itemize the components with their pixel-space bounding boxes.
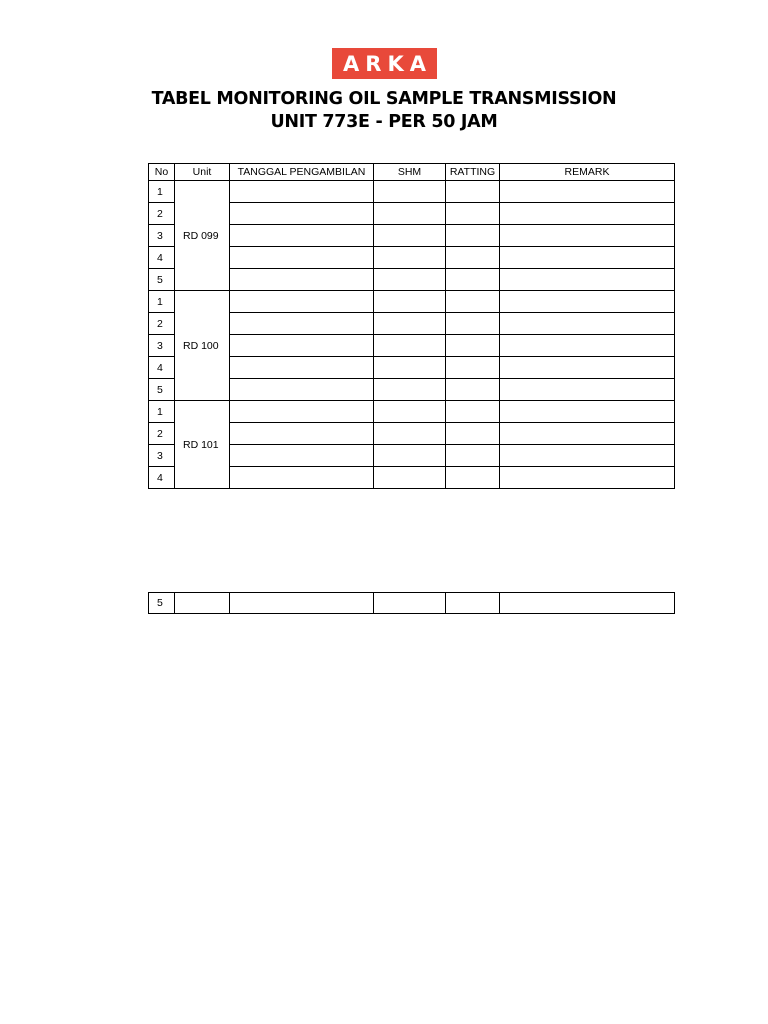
table-row (149, 401, 675, 423)
remark-cell[interactable] (500, 445, 675, 467)
ratting-cell[interactable] (446, 379, 500, 401)
header-unit: Unit (175, 164, 230, 181)
shm-cell[interactable] (374, 225, 446, 247)
tanggal-cell[interactable] (230, 313, 374, 335)
ratting-cell[interactable] (446, 269, 500, 291)
remark-cell[interactable] (500, 247, 675, 269)
row-number: 3 (149, 225, 175, 247)
shm-cell[interactable] (374, 203, 446, 225)
row-number: 1 (149, 291, 175, 313)
remark-cell[interactable] (500, 181, 675, 203)
shm-cell[interactable] (374, 379, 446, 401)
row-number: 2 (149, 423, 175, 445)
ratting-cell[interactable] (446, 423, 500, 445)
arka-logo: ARKA (332, 48, 437, 79)
table-header-row (149, 164, 675, 181)
remark-cell[interactable] (500, 313, 675, 335)
monitoring-table-continued (148, 592, 675, 614)
tanggal-cell[interactable] (230, 247, 374, 269)
row-number: 5 (149, 269, 175, 291)
row-number: 4 (149, 357, 175, 379)
header-tanggal: TANGGAL PENGAMBILAN (230, 164, 374, 181)
ratting-cell[interactable] (446, 335, 500, 357)
tanggal-cell[interactable] (230, 401, 374, 423)
remark-cell[interactable] (500, 423, 675, 445)
tanggal-cell[interactable] (230, 467, 374, 489)
ratting-cell[interactable] (446, 247, 500, 269)
shm-cell[interactable] (374, 401, 446, 423)
row-number: 5 (149, 379, 175, 401)
header-shm: SHM (374, 164, 446, 181)
tanggal-cell[interactable] (230, 225, 374, 247)
shm-cell[interactable] (374, 445, 446, 467)
tanggal-cell[interactable] (230, 593, 374, 614)
remark-cell[interactable] (500, 225, 675, 247)
tanggal-cell[interactable] (230, 357, 374, 379)
row-number: 2 (149, 203, 175, 225)
tanggal-cell[interactable] (230, 335, 374, 357)
remark-cell[interactable] (500, 401, 675, 423)
row-number: 3 (149, 335, 175, 357)
shm-cell[interactable] (374, 335, 446, 357)
ratting-cell[interactable] (446, 593, 500, 614)
shm-cell[interactable] (374, 467, 446, 489)
shm-cell[interactable] (374, 357, 446, 379)
shm-cell[interactable] (374, 593, 446, 614)
shm-cell[interactable] (374, 291, 446, 313)
tanggal-cell[interactable] (230, 379, 374, 401)
table-row (149, 291, 675, 313)
shm-cell[interactable] (374, 247, 446, 269)
ratting-cell[interactable] (446, 401, 500, 423)
shm-cell[interactable] (374, 181, 446, 203)
row-number: 4 (149, 247, 175, 269)
page-subtitle: UNIT 773E - PER 50 JAM (270, 112, 498, 132)
remark-cell[interactable] (500, 335, 675, 357)
row-number: 3 (149, 445, 175, 467)
row-number: 1 (149, 401, 175, 423)
shm-cell[interactable] (374, 423, 446, 445)
remark-cell[interactable] (500, 467, 675, 489)
tanggal-cell[interactable] (230, 291, 374, 313)
header-remark: REMARK (500, 164, 675, 181)
shm-cell[interactable] (374, 269, 446, 291)
tanggal-cell[interactable] (230, 203, 374, 225)
unit-cell (175, 593, 230, 614)
ratting-cell[interactable] (446, 181, 500, 203)
unit-cell: RD 100 (175, 291, 230, 401)
remark-cell[interactable] (500, 269, 675, 291)
ratting-cell[interactable] (446, 225, 500, 247)
row-number: 1 (149, 181, 175, 203)
tanggal-cell[interactable] (230, 423, 374, 445)
row-number: 4 (149, 467, 175, 489)
header-no: No (149, 164, 175, 181)
table-row (149, 181, 675, 203)
monitoring-table (148, 163, 675, 489)
tanggal-cell[interactable] (230, 445, 374, 467)
shm-cell[interactable] (374, 313, 446, 335)
remark-cell[interactable] (500, 203, 675, 225)
table-row (149, 593, 675, 614)
tanggal-cell[interactable] (230, 181, 374, 203)
ratting-cell[interactable] (446, 467, 500, 489)
remark-cell[interactable] (500, 379, 675, 401)
row-number: 2 (149, 313, 175, 335)
ratting-cell[interactable] (446, 203, 500, 225)
unit-cell: RD 099 (175, 181, 230, 291)
tanggal-cell[interactable] (230, 269, 374, 291)
remark-cell[interactable] (500, 593, 675, 614)
page-title: TABEL MONITORING OIL SAMPLE TRANSMISSION (151, 89, 617, 109)
ratting-cell[interactable] (446, 445, 500, 467)
ratting-cell[interactable] (446, 291, 500, 313)
remark-cell[interactable] (500, 357, 675, 379)
ratting-cell[interactable] (446, 357, 500, 379)
header-ratting: RATTING (446, 164, 500, 181)
remark-cell[interactable] (500, 291, 675, 313)
unit-cell: RD 101 (175, 401, 230, 489)
row-number: 5 (149, 593, 175, 614)
ratting-cell[interactable] (446, 313, 500, 335)
